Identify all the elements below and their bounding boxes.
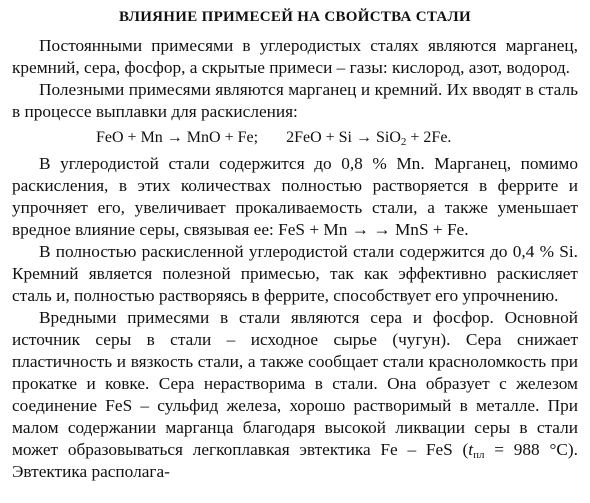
paragraph-harmful-impurities: [12, 307, 578, 483]
harmful-text-before: Вредными примесями в стали являются сера и фосфор. Основной источник серы в стали – исходное сырье (чугун). Сера снижает пластичность и вязкость стали, а также сообщает стали красноломкость при прокатке и ковке. Сера нерастворима в стали. Она образует с железом соединение FeS – сульфид железа, хорошо растворимый в металле. При малом содержании марганца благодаря высокой ликвации серы в стали может образовываться легкоплавкая эвтектика Fe – FeS (: [12, 308, 578, 459]
paragraph-manganese: В углеродистой стали содержится до 0,8 % Mn. Марганец, помимо раскисления, в этих количествах полностью растворяется в феррите и упрочняет его, увеличивает прокаливаемость стали, а также уменьшает вредное влияние серы, связывая ее: FeS + Mn → → MnS + Fe.: [12, 154, 578, 239]
paragraph-silicon: В полностью раскисленной углеродистой стали содержится до 0,4 % Si. Кремний является полезной примесью, так как эффективно раскисляет сталь и, полностью растворяясь в феррите, способствует его упрочнению.: [12, 242, 578, 305]
formula-subscript: 2: [400, 136, 407, 148]
temperature-subscript: пл: [473, 449, 485, 461]
paragraph-useful-impurities: Полезными примесями являются марганец и кремний. Их вводят в сталь в процессе выплавки для раскисления:: [12, 80, 578, 121]
formula-equation-2-main: 2FeO + Si → SiO: [286, 129, 401, 146]
temperature-symbol: t: [468, 440, 474, 459]
harmful-text-after: = 988 °C). Эвтектика располага-: [12, 440, 578, 481]
formula-equation-1: FeO + Mn → MnO + Fe;: [96, 129, 259, 146]
document-page: [12, 6, 578, 483]
paragraph-permanent-impurities: Постоянными примесями в углеродистых сталях являются марганец, кремний, сера, фосфор, а скрытые примеси – газы: кислород, азот, водород.: [12, 36, 578, 77]
deoxidation-formula: [12, 127, 578, 149]
formula-equation-2: [286, 129, 451, 146]
document-title: ВЛИЯНИЕ ПРИМЕСЕЙ НА СВОЙСТВА СТАЛИ: [119, 9, 471, 25]
formula-equation-2-tail: + 2Fe.: [406, 129, 452, 146]
